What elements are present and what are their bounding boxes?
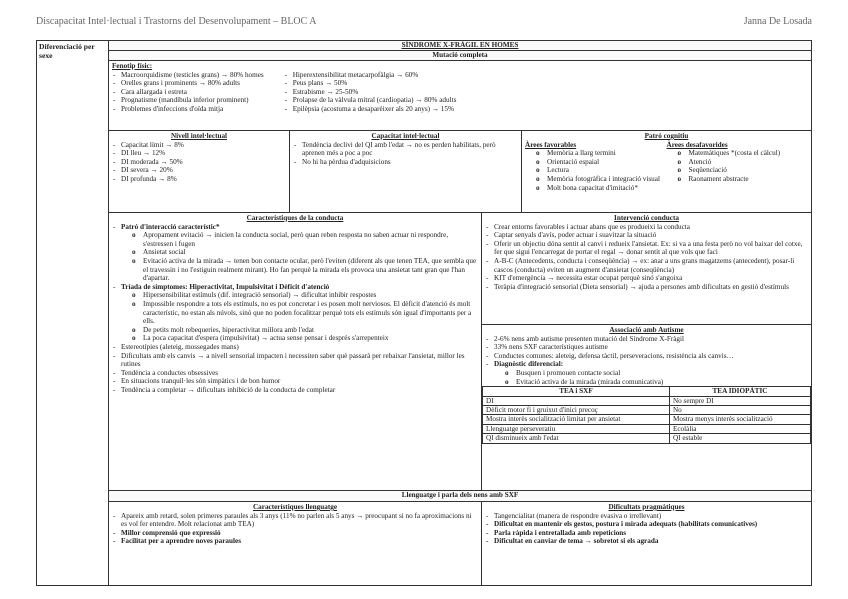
syndrome-title: SÍNDROME X-FRÀGIL EN HOMES [109, 41, 811, 51]
list-item: - DI severa → 20% [121, 166, 286, 175]
list-item: - Capacitat límit → 8% [121, 141, 286, 150]
list-item: - Oferir un objectiu dóna sentit al canvi i redueix l'ansietat. Ex: si va a una festa però no vol baixar del cotxe, fer que sigui l'encarregat de portar el regal → donar sentit al que vols que faci [494, 240, 808, 257]
conducta-p2: Tríada de símptomes: Hiperactivitat, Impulsivitat i Dèficit d'atenció [121, 282, 330, 291]
list-item: - Estrabisme → 25-50% [293, 88, 457, 97]
list-item: o Atenció [689, 158, 809, 167]
table-cell: QI estable [669, 434, 810, 443]
list-item: - Crear entorns favorables i actuar abans que es produeixi la conducta [494, 223, 808, 232]
fenotip-left-list [112, 71, 264, 114]
list-item: o Raonament abstracte [689, 175, 809, 184]
llenguatge-left-title: Característiques llenguatge [252, 503, 338, 511]
list-item: - Tangencialitat (manera de respondre evasiva o irrellevant) [494, 512, 808, 521]
list-item: o Lectura [547, 166, 667, 175]
list-item: o Apropament evitació → inicien la conducta social, però quan reben resposta no saben actuar ni respondre, s'estressen i fugen [143, 231, 478, 248]
list-item: - Dificultat en canviar de tema → sobretot si els agrada [494, 537, 808, 546]
main-column [109, 41, 811, 585]
desfav-title: Àrees desafavorides [666, 140, 728, 149]
list-item: - Prognatisme (mandíbula inferior prominent) [121, 96, 264, 105]
table-cell: Ecolàlia [669, 424, 810, 433]
header-title: Discapacitat Intel·lectual i Trastorns del Desenvolupament – BLOC A [36, 16, 317, 27]
table-cell: Mostra interès socialització limitat per ansietat [483, 415, 670, 424]
list-item: - Epilèpsia (acostuma a desaparèixer als 20 anys) → 15% [293, 105, 457, 114]
fenotip-title: Fenotip físic: [112, 62, 153, 70]
autisme-title: Associació amb Autisme [609, 326, 684, 334]
patro-title: Patró cognitiu [644, 132, 689, 140]
list-item: - Orelles grans i prominents → 80% adults [121, 79, 264, 88]
document-table [36, 40, 812, 586]
capacitat-title: Capacitat intel·lectual [371, 132, 440, 140]
table-row [483, 434, 811, 443]
llenguatge-left [109, 502, 481, 585]
syndrome-subtitle: Mutació completa [109, 51, 811, 61]
list-item: - Dificultats amb els canvis → a nivell sensorial impacten i necessiten saber què passarà per rebaixar l'ansietat, millor les rutines [121, 352, 478, 369]
conducta-title: Característiques de la conducta [246, 214, 344, 222]
list-item: o De petits molt rebequeries, hiperactivitat millora amb l'edat [143, 326, 478, 335]
list-item: - DI profunda → 8% [121, 175, 286, 184]
list-item: - DI lleu → 12% [121, 149, 286, 158]
list-item: - Estereotípies (aleteig, mossegades mans) [121, 343, 478, 352]
list-item: - Parla ràpida i entretallada amb repeticions [494, 529, 808, 538]
nivell-section [109, 131, 289, 213]
list-item: o Evitació activa de la mirada → tenen bon contacte ocular, però l'eviten (diferent als que tenen TEA, que sembla que el travessin i no l'estiguin realment mirant). Ho fan perquè la mirada els provoca una ansietat tant gran que l'han d'apartar. [143, 257, 478, 283]
nivell-title: Nivell intel·lectual [170, 132, 228, 140]
list-item: o Impossible respondre a tots els estímuls, no es pot concretar i es posen molt nerviosos. El dèficit d'atenció és molt característic, no estan als núvols, sinó que no poden focalitzar perquè tots els estímuls són igual d'importants per a ells. [143, 300, 478, 326]
list-item: - Facilitat per a aprendre noves paraules [121, 537, 478, 546]
list-item: o Ansietat social [143, 248, 478, 257]
page-header [36, 16, 812, 27]
list-item: - 33% nens SXF característiques autisme [494, 343, 811, 352]
tea-head: TEA i SXF [483, 387, 670, 396]
list-item: - Dificultat en mantenir els gestos, postura i mirada adequats (habilitats comunicatives) [494, 520, 808, 529]
table-cell: DI [483, 396, 670, 405]
table-row [483, 405, 811, 414]
list-item: o Molt bona capacitat d'imitació* [547, 184, 667, 193]
fenotip-right-list [284, 71, 457, 114]
conducta-p1: Patró d'interacció característic* [121, 222, 220, 231]
list-item: o Memòria fotogràfica i integració visual [547, 175, 667, 184]
list-item: - Problemes d'infeccions d'oïda mitja [121, 105, 264, 114]
llenguatge-right-title: Dificultats pragmàtiques [608, 503, 685, 511]
list-item: - Millor comprensió que expressió [121, 529, 478, 538]
llenguatge-right [481, 502, 811, 585]
list-item: - KIT d'emergència → necessita estar ocupat perquè sinó s'angoixa [494, 274, 808, 283]
intervencio-title: Intervenció conducta [614, 214, 679, 222]
list-item: o Seqüenciació [689, 166, 809, 175]
list-item: - DI moderada → 50% [121, 158, 286, 167]
list-item: o Matemàtiques *(costa el càlcul) [689, 149, 809, 158]
table-cell: Dèficit motor fi i gruixut d'inici precoç [483, 405, 670, 414]
list-item: - Apareix amb retard, solen primeres paraules als 3 anys (11% no parlen als 5 anys → preocupant si no fa aproximacions ni es vol fer entendre. Molt relacionat amb TEA) [121, 512, 478, 529]
list-item: - Prolapse de la vàlvula mitral (cardiopatia) → 80% adults [293, 96, 457, 105]
list-item: o Evitació activa de la mirada (mirada comunicativa) [516, 378, 811, 387]
list-item: - A-B-C (Antecedents, conducta i conseqüència) → ex: anar a uns grans magatzems (antecedent), posar-li cascos (conducta) eviten un augment d'ansietat (conseqüència) [494, 257, 808, 274]
list-item: - Cara allargada i estreta [121, 88, 264, 97]
table-cell: No [669, 405, 810, 414]
header-author: Janna De Losada [743, 16, 812, 27]
diag-label: Diagnòstic diferencial: [494, 360, 564, 369]
table-row [483, 396, 811, 405]
list-item: o Orientació espaial [547, 158, 667, 167]
tea-head: TEA IDIOPÀTIC [669, 387, 810, 396]
list-item: - Captar senyals d'avís, poder actuar i suavitzar la situació [494, 231, 808, 240]
intervencio-section [481, 213, 811, 325]
list-item: - Conductes comunes: aleteig, defensa tàctil, perseveracions, resistència als canvis… [494, 352, 811, 361]
list-item: - No hi ha pèrdua d'adquisicions [302, 158, 518, 167]
autisme-section [481, 325, 811, 491]
list-item: o Hipersensibilitat estímuls (dif. integració sensorial) → dificultat inhibir respostes [143, 291, 478, 300]
list-item: - 2-6% nens amb autisme presenten mutació del Síndrome X-Fràgil [494, 335, 811, 344]
table-cell: No sempre DI [669, 396, 810, 405]
table-cell: Mostra menys interès socialització [669, 415, 810, 424]
list-item: - Peus plans → 50% [293, 79, 457, 88]
llenguatge-band: Llenguatge i parla dels nens amb SXF [109, 491, 811, 502]
table-row [483, 415, 811, 424]
list-item: - Hiperextensibilitat metacarpofàlgia → 60% [293, 71, 457, 80]
list-item: o Busquen i promouen contacte social [516, 369, 811, 378]
patro-section [521, 131, 811, 213]
table-cell: Llenguatge perseveratiu [483, 424, 670, 433]
side-label: Diferenciació per sexe [37, 41, 109, 585]
list-item: - Teràpia d'integració sensorial (Dieta sensorial) → ajuda a persones amb dificultats en gestió d'estímuls [494, 283, 808, 292]
conducta-section [109, 213, 481, 491]
list-item: - Tendència a conductes obsessives [121, 369, 478, 378]
table-cell: QI disminueix amb l'edat [483, 434, 670, 443]
table-row [483, 424, 811, 433]
list-item: o Memòria a llarg termini [547, 149, 667, 158]
tea-table [482, 386, 811, 443]
fav-title: Àrees favorables [525, 140, 577, 149]
fenotip-section [109, 61, 811, 131]
list-item: o La poca capacitat d'espera (impulsivitat) → actua sense pensar i després s'arrepenteix [143, 334, 478, 343]
list-item: - Macroorquidisme (testicles grans) → 80% homes [121, 71, 264, 80]
list-item: - Tendència declivi del QI amb l'edat → no es perden habilitats, però aprenen més a poc a poc [302, 141, 518, 158]
capacitat-section [289, 131, 521, 213]
list-item: - Tendència a completar → dificultats inhibició de la conducta de completar [121, 386, 478, 395]
list-item: - En situacions tranquil·les són simpàtics i de bon humor [121, 377, 478, 386]
